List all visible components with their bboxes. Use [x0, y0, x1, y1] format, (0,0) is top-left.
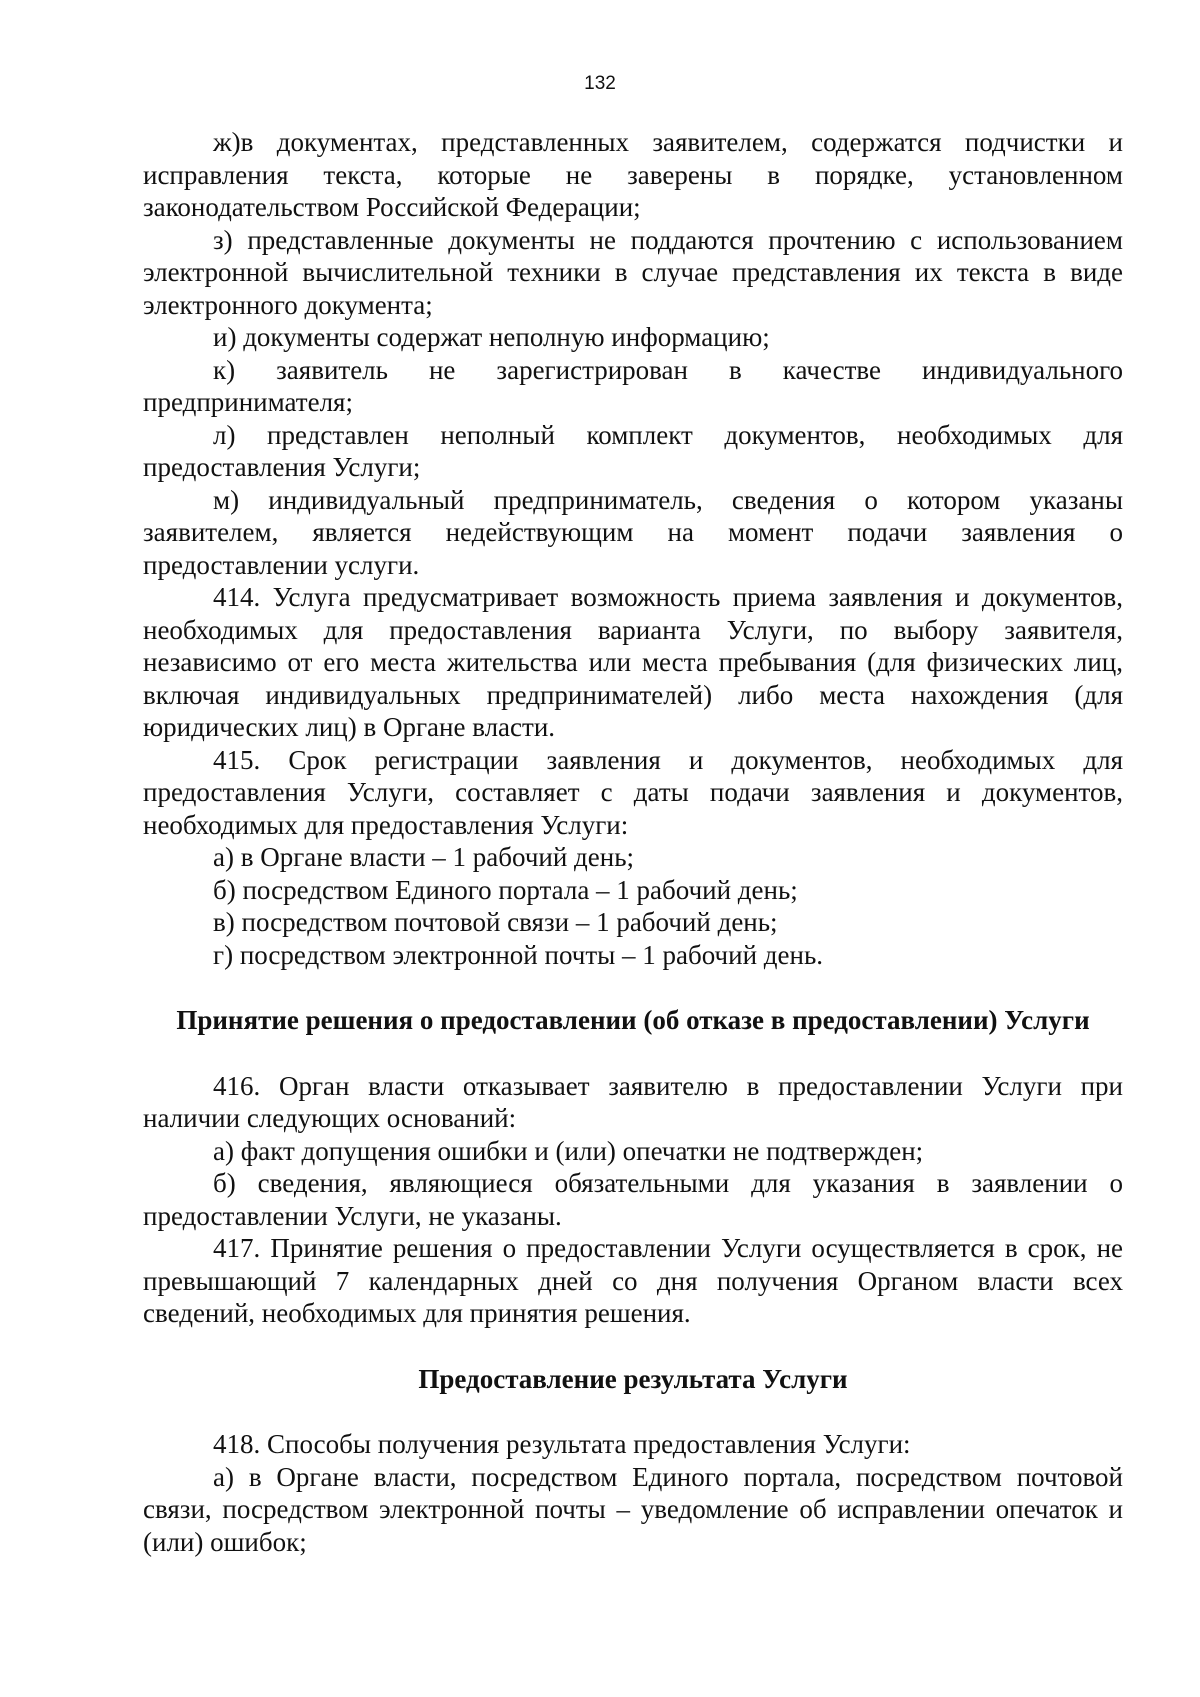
paragraph-416: 416. Орган власти отказывает заявителю в предоставлении Услуги при наличии следующих оснований: [143, 1070, 1123, 1133]
section-heading-decision: Принятие решения о предоставлении (об отказе в предоставлении) Услуги [176, 1005, 1090, 1035]
paragraph-k: к) заявитель не зарегистрирован в качестве индивидуального предпринимателя; [143, 354, 1123, 417]
paragraph-m: м) индивидуальный предприниматель, сведения о котором указаны заявителем, является недействующим на момент подачи заявления о предоставлении услуги. [143, 484, 1123, 580]
list-item-415-g: г) посредством электронной почты – 1 рабочий день. [213, 939, 824, 970]
paragraph-l: л) представлен неполный комплект документов, необходимых для предоставления Услуги; [143, 419, 1123, 482]
document-body [143, 126, 1123, 1558]
paragraph-z: з) представленные документы не поддаются прочтению с использованием электронной вычислительной техники в случае представления их текста в виде электронного документа; [143, 224, 1123, 320]
paragraph-414: 414. Услуга предусматривает возможность приема заявления и документов, необходимых для предоставления варианта Услуги, по выбору заявителя, независимо от его места жительства или места пребывания (для физических лиц, включая индивидуальных предпринимателей) либо места нахождения (для юридических лиц) в Органе власти. [143, 582, 1123, 742]
paragraph-415: 415. Срок регистрации заявления и документов, необходимых для предоставления Услуги, составляет с даты подачи заявления и документов, необходимых для предоставления Услуги: [143, 744, 1123, 840]
paragraph-417: 417. Принятие решения о предоставлении Услуги осуществляется в срок, не превышающий 7 календарных дней со дня получения Органом власти всех сведений, необходимых для принятия решения. [143, 1233, 1123, 1328]
list-item-416-b: б) сведения, являющиеся обязательными для указания в заявлении о предоставлении Услуги, не указаны. [143, 1168, 1123, 1231]
paragraph-zh: ж)в документах, представленных заявителем, содержатся подчистки и исправления текста, которые не заверены в порядке, установленном законодательством Российской Федерации; [143, 127, 1123, 222]
list-item-418-a: а) в Органе власти, посредством Единого портала, посредством почтовой связи, посредством электронной почты – уведомление об исправлении опечаток и (или) ошибок; [143, 1461, 1123, 1557]
list-item-416-a: а) факт допущения ошибки и (или) опечатки не подтвержден; [213, 1135, 924, 1166]
list-item-415-v: в) посредством почтовой связи – 1 рабочий день; [213, 907, 778, 937]
section-heading-result: Предоставление результата Услуги [418, 1363, 848, 1394]
paragraph-i: и) документы содержат неполную информацию; [213, 322, 770, 352]
page-number: 132 [584, 73, 616, 94]
list-item-415-b: б) посредством Единого портала – 1 рабочий день; [213, 874, 798, 905]
list-item-415-a: а) в Органе власти – 1 рабочий день; [213, 842, 635, 872]
paragraph-418: 418. Способы получения результата предоставления Услуги: [213, 1429, 911, 1459]
